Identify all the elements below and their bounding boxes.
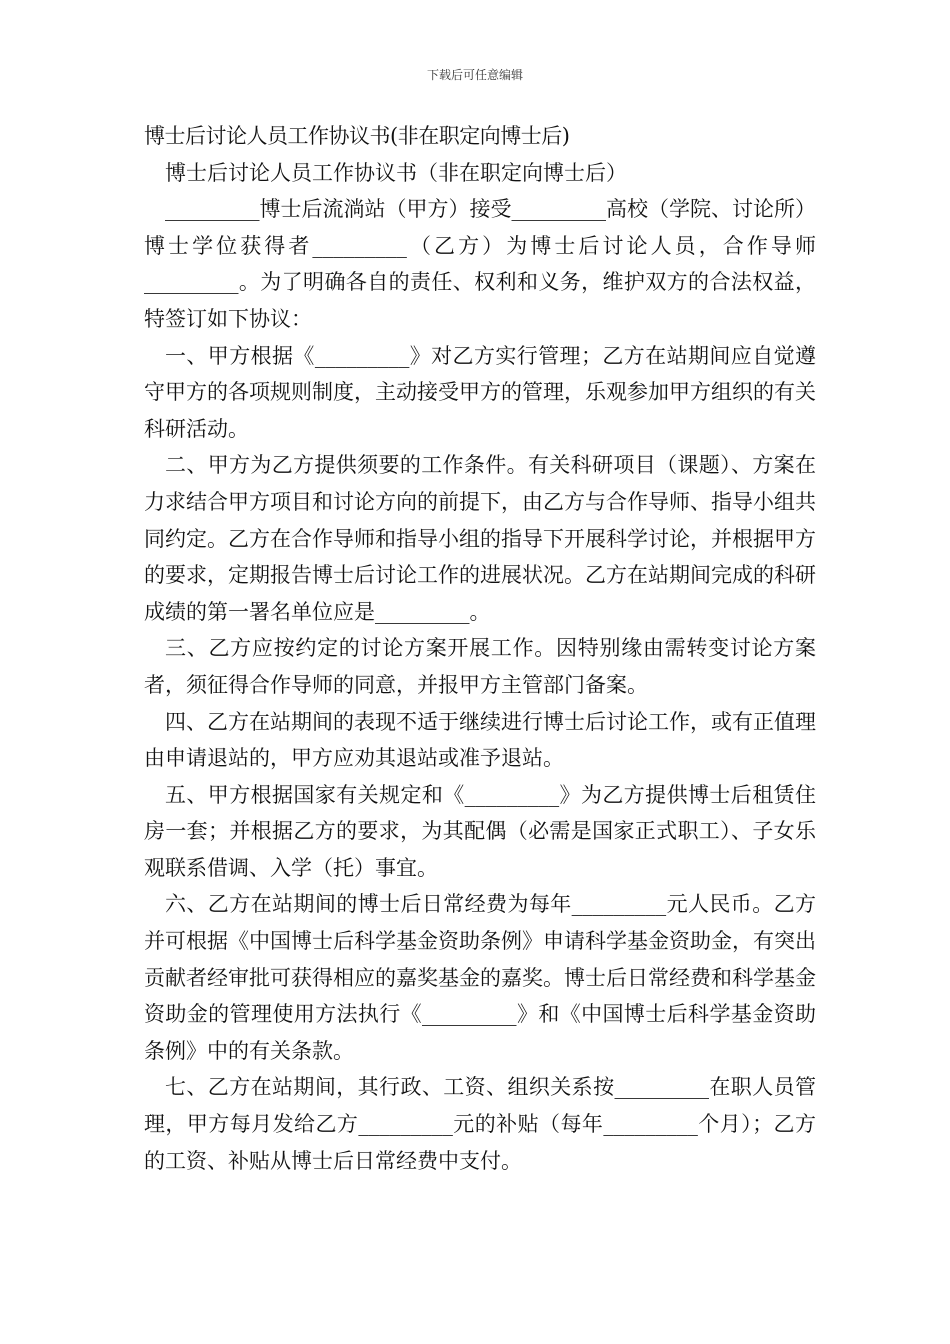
paragraph-clause-7: 七、乙方在站期间，其行政、工资、组织关系按_________在职人员管理，甲方每月发给乙方_________元的补贴（每年_________个月）；乙方的工资、补贴从博士后日常经费中支付。: [144, 1075, 816, 1173]
paragraph-clause-4: 四、乙方在站期间的表现不适于继续进行博士后讨论工作，或有正值理由申请退站的，甲方应劝其退站或准予退站。: [144, 709, 816, 771]
document-body: [144, 118, 816, 1179]
paragraph-intro: _________博士后流淌站（甲方）接受_________高校（学院、讨论所）博士学位获得者_________（乙方）为博士后讨论人员，合作导师_________。为了明确各自的责任、权利和义务，维护双方的合法权益，特签订如下协议：: [144, 197, 816, 331]
paragraph-clause-3: 三、乙方应按约定的讨论方案开展工作。因特别缘由需转变讨论方案者，须征得合作导师的同意，并报甲方主管部门备案。: [144, 636, 816, 697]
document-title: 博士后讨论人员工作协议书(非在职定向博士后): [144, 124, 570, 148]
paragraph-clause-1: 一、甲方根据《_________》对乙方实行管理；乙方在站期间应自觉遵守甲方的各项规则制度，主动接受甲方的管理，乐观参加甲方组织的有关科研活动。: [144, 343, 816, 441]
page-header-note: 下载后可任意编辑: [426, 68, 523, 82]
paragraph-clause-5: 五、甲方根据国家有关规定和《_________》为乙方提供博士后租赁住房一套；并根据乙方的要求，为其配偶（必需是国家正式职工）、子女乐观联系借调、入学（托）事宜。: [144, 782, 816, 880]
paragraph-clause-2: 二、甲方为乙方提供须要的工作条件。有关科研项目（课题）、方案在力求结合甲方项目和讨论方向的前提下，由乙方与合作导师、指导小组共同约定。乙方在合作导师和指导小组的指导下开展科学讨论，并根据甲方的要求，定期报告博士后讨论工作的进展状况。乙方在站期间完成的科研成绩的第一署名单位应是_________。: [144, 453, 816, 624]
paragraph-clause-6: 六、乙方在站期间的博士后日常经费为每年_________元人民币。乙方并可根据《中国博士后科学基金资助条例》申请科学基金资助金，有突出贡献者经审批可获得相应的嘉奖基金的嘉奖。博士后日常经费和科学基金资助金的管理使用方法执行《_________》和《中国博士后科学基金资助条例》中的有关条款。: [144, 892, 816, 1063]
document-subtitle: 博士后讨论人员工作协议书（非在职定向博士后）: [165, 160, 627, 185]
